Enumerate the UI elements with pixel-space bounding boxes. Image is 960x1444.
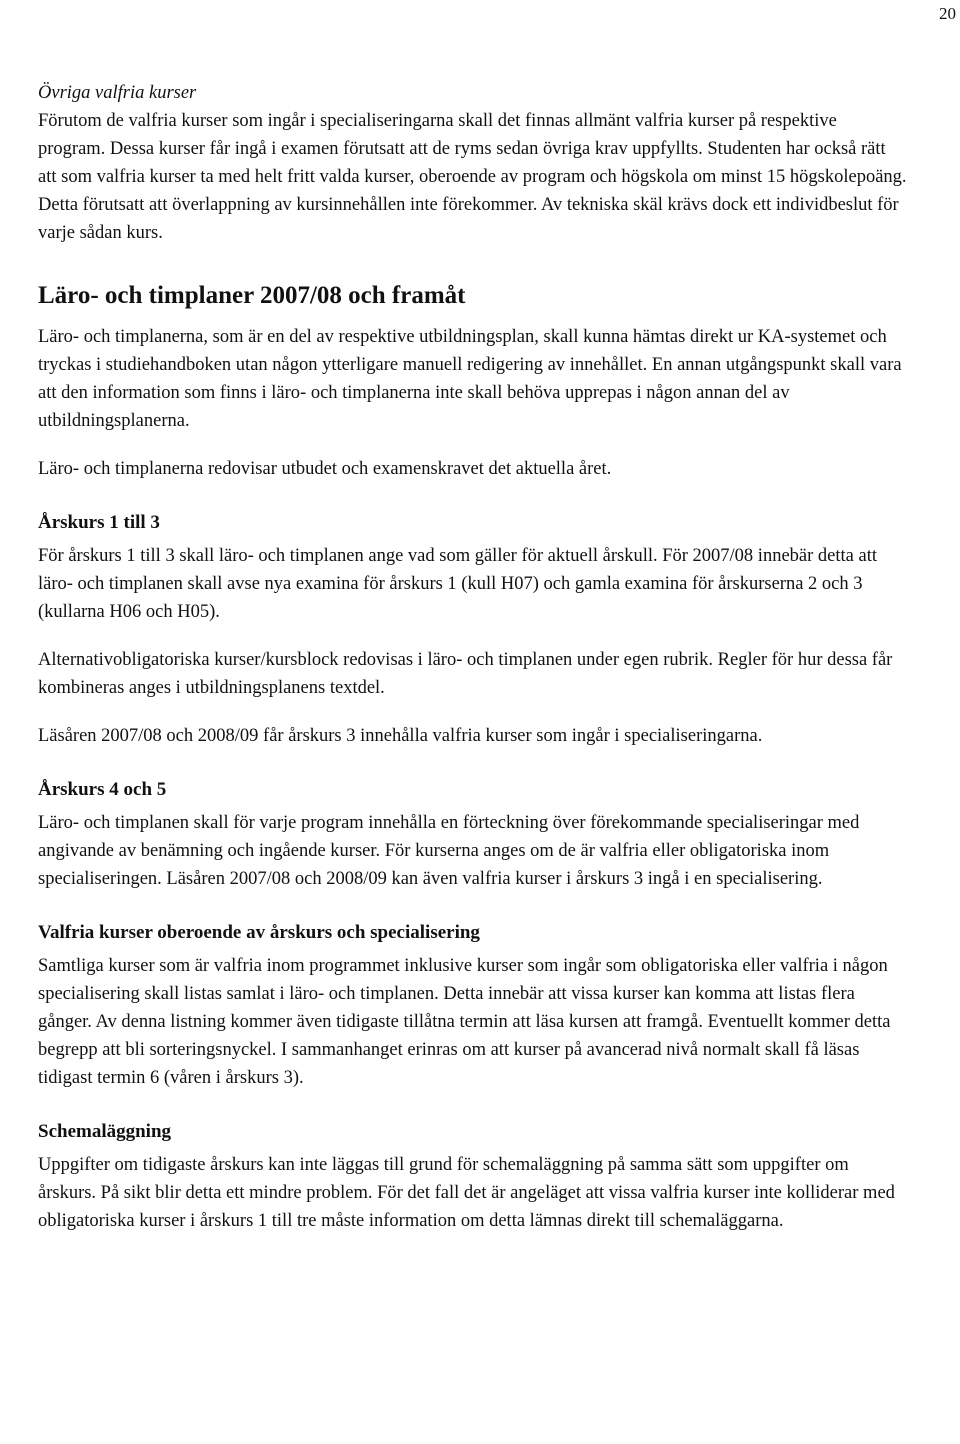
- heading-arskurs-1-till-3: Årskurs 1 till 3: [38, 512, 160, 533]
- paragraph-arskurs45-1: Läro- och timplanen skall för varje program innehålla en förteckning över förekommande specialiseringar med angivande av benämning och ingående kurser. För kurserna anges om de är valfria eller obligatoriska inom specialiseringen. Läsåren 2007/08 och 2008/09 kan även valfria kurser i årskurs 3 ingå i en specialisering.: [38, 813, 860, 889]
- heading-arskurs-4-och-5: Årskurs 4 och 5: [38, 779, 167, 800]
- paragraph-schema-1: Uppgifter om tidigaste årskurs kan inte läggas till grund för schemaläggning på samma sätt som uppgifter om årskurs. På sikt blir detta ett mindre problem. För det fall det är angeläget att vissa valfria kurser inte kolliderar med obligatoriska kurser i årskurs 1 till tre måste information om detta lämnas direkt till schemaläggarna.: [38, 1155, 895, 1231]
- section-title-ovriga-valfria-kurser: Övriga valfria kurser: [38, 83, 197, 103]
- paragraph-valfria-1: Samtliga kurser som är valfria inom programmet inklusive kurser som ingår som obligatoriska eller valfria i någon specialisering skall listas samlat i läro- och timplanen. Detta innebär att vissa kurser kan komma att listas flera gånger. Av denna listning kommer även tidigaste tillåtna termin att läsa kursen att framgå. Eventuellt kommer detta begrepp att bli sorteringsnyckel. I sammanhanget erinras om att kurser på avancerad nivå normalt skall få läsas tidigast termin 6 (våren i årskurs 3).: [38, 956, 891, 1088]
- paragraph-ovriga-valfria-kurser: Förutom de valfria kurser som ingår i specialiseringarna skall det finnas allmänt valfria kurser på respektive program. Dessa kurser får ingå i examen förutsatt att de ryms sedan övriga krav uppfyllts. Studenten har också rätt att som valfria kurser ta med helt fritt valda kurser, oberoende av program och högskola om minst 15 högskolepoäng. Detta förutsatt att överlappning av kursinnehållen inte förekommer. Av tekniska skäl krävs dock ett individbeslut för varje sådan kurs.: [38, 111, 907, 243]
- paragraph-arskurs13-3: Läsåren 2007/08 och 2008/09 får årskurs 3 innehålla valfria kurser som ingår i specialiseringarna.: [38, 726, 763, 746]
- paragraph-arskurs13-2: Alternativobligatoriska kurser/kursblock redovisas i läro- och timplanen under egen rubrik. Regler för hur dessa får kombineras anges i utbildningsplanens textdel.: [38, 650, 893, 698]
- heading-valfria-kurser-oberoende: Valfria kurser oberoende av årskurs och specialisering: [38, 922, 480, 943]
- heading-schemalaggning: Schemaläggning: [38, 1121, 172, 1142]
- heading-laro-och-timplaner: Läro- och timplaner 2007/08 och framåt: [38, 282, 466, 309]
- paragraph-laro-2: Läro- och timplanerna redovisar utbudet och examenskravet det aktuella året.: [38, 459, 612, 479]
- paragraph-laro-1: Läro- och timplanerna, som är en del av respektive utbildningsplan, skall kunna hämtas direkt ur KA-systemet och tryckas i studiehandboken utan någon ytterligare manuell redigering av innehållet. En annan utgångspunkt skall vara att den information som finns i läro- och timplanerna inte skall behöva upprepas i någon annan del av utbildningsplanerna.: [38, 327, 902, 431]
- document-body: [38, 80, 908, 1235]
- page-number: 20: [939, 4, 956, 23]
- paragraph-arskurs13-1: För årskurs 1 till 3 skall läro- och timplanen ange vad som gäller för aktuell årskull. För 2007/08 innebär detta att läro- och timplanen skall avse nya examina för årskurs 1 (kull H07) och gamla examina för årskurserna 2 och 3 (kullarna H06 och H05).: [38, 546, 877, 622]
